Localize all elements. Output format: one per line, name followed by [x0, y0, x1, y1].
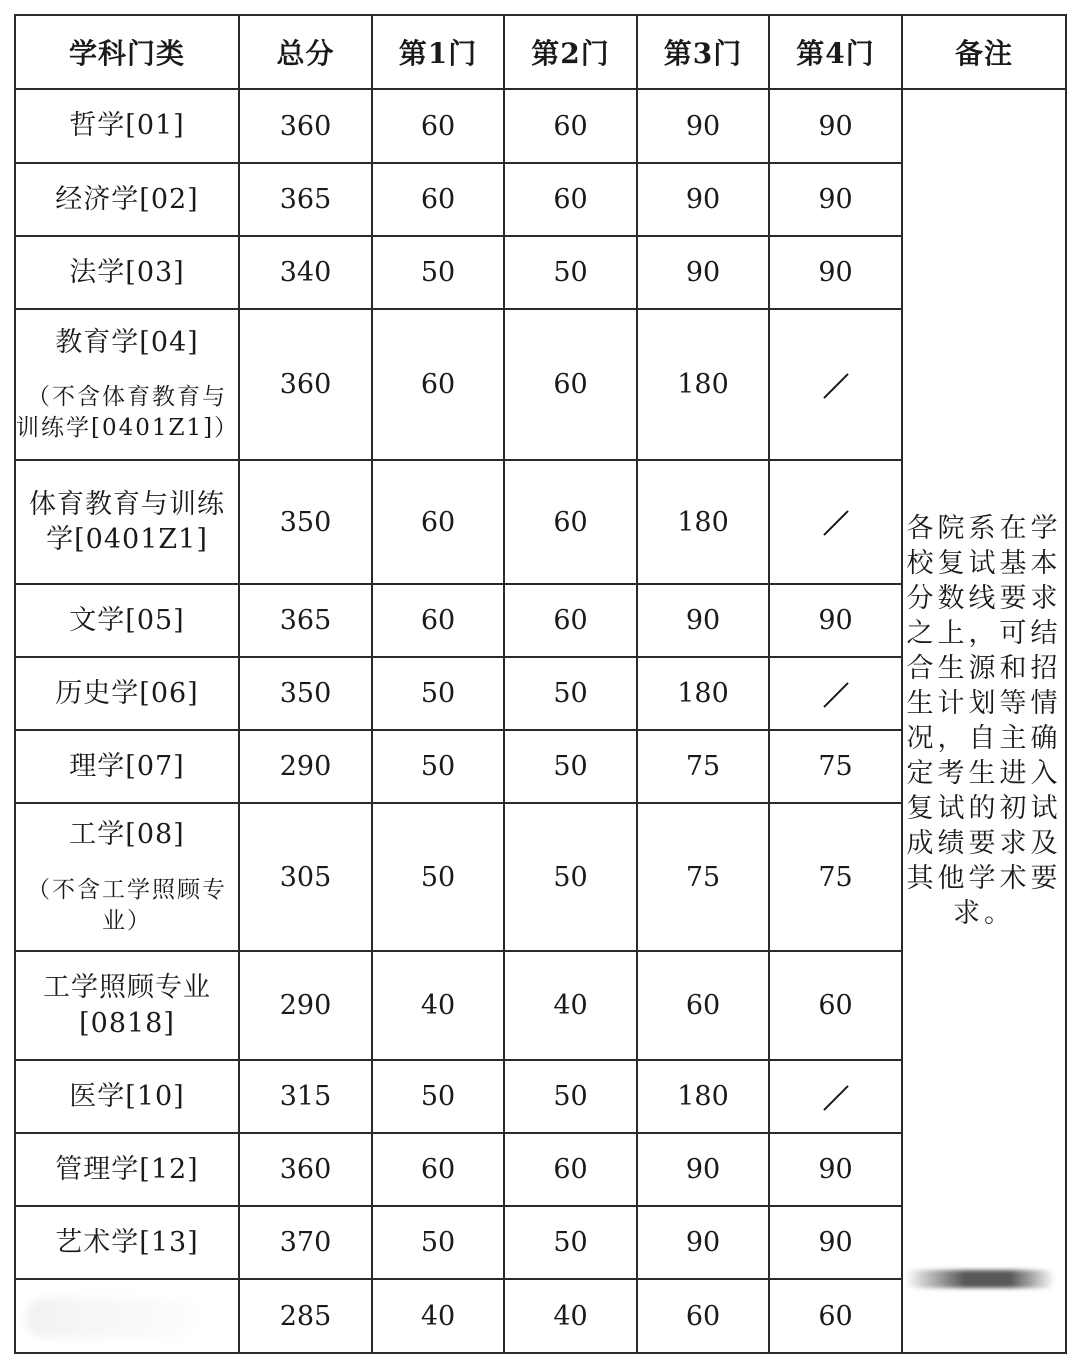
course-2-cell: 60	[504, 1133, 637, 1206]
course-4-cell: 90	[769, 89, 902, 163]
subject-note: （不含体育教育与训练学[0401Z1]）	[16, 384, 240, 442]
subject-label: 理学[07]	[69, 750, 185, 782]
header-course-1: 第1门	[372, 15, 504, 89]
course-3-cell: 60	[637, 951, 769, 1060]
course-2-cell: 50	[504, 730, 637, 803]
subject-note: （不含工学照顾专业）	[27, 876, 227, 934]
total-score-cell: 290	[239, 730, 372, 803]
subject-cell	[15, 309, 239, 460]
header-course-3: 第3门	[637, 15, 769, 89]
header-remark: 备注	[902, 15, 1066, 89]
subject-cell	[15, 163, 239, 236]
subject-cell	[15, 584, 239, 657]
course-1-cell: 50	[372, 730, 504, 803]
subject-label: 法学[03]	[69, 256, 185, 288]
subject-cell	[15, 1133, 239, 1206]
total-score-cell: 360	[239, 1133, 372, 1206]
course-3-cell: 180	[637, 460, 769, 584]
course-4-cell: 75	[769, 730, 902, 803]
subject-label: 管理学[12]	[55, 1153, 199, 1185]
subject-label: 艺术学[13]	[55, 1226, 199, 1258]
total-score-cell: 370	[239, 1206, 372, 1279]
total-score-cell: 365	[239, 163, 372, 236]
course-2-cell: 50	[504, 1060, 637, 1133]
subject-label: 体育教育与训练学[0401Z1]	[29, 488, 225, 555]
subject-cell	[15, 236, 239, 309]
course-3-cell: 180	[637, 309, 769, 460]
course-1-cell: 50	[372, 657, 504, 730]
course-1-cell: 50	[372, 803, 504, 951]
course-3-cell: 75	[637, 803, 769, 951]
course-2-cell: 50	[504, 803, 637, 951]
course-4-cell: 90	[769, 1133, 902, 1206]
course-2-cell: 50	[504, 236, 637, 309]
subject-label: 医学[10]	[69, 1080, 185, 1112]
subject-label: 经济学[02]	[55, 183, 199, 215]
course-2-cell: 60	[504, 309, 637, 460]
course-4-cell: 90	[769, 584, 902, 657]
course-4-cell	[769, 1060, 902, 1133]
subject-cell	[15, 89, 239, 163]
subject-cell	[15, 460, 239, 584]
course-3-cell: 60	[637, 1279, 769, 1353]
course-1-cell: 60	[372, 309, 504, 460]
scan-smudge	[905, 1270, 1055, 1288]
course-1-cell: 60	[372, 460, 504, 584]
not-applicable-mark	[823, 373, 848, 398]
course-4-cell: 90	[769, 236, 902, 309]
not-applicable-mark	[823, 1085, 848, 1110]
course-3-cell: 90	[637, 1206, 769, 1279]
remark-cell: 各院系在学校复试基本分数线要求之上，可结合生源和招生计划等情况，自主确定考生进入复试的初试成绩要求及其他学术要求。	[902, 89, 1066, 1353]
not-applicable-mark	[823, 682, 848, 707]
course-2-cell: 60	[504, 89, 637, 163]
course-2-cell: 40	[504, 951, 637, 1060]
course-4-cell: 90	[769, 163, 902, 236]
course-1-cell: 40	[372, 1279, 504, 1353]
subject-label: 工学照顾专业[0818]	[43, 972, 211, 1039]
subject-label: 工学[08]	[69, 819, 185, 851]
course-3-cell: 90	[637, 584, 769, 657]
course-4-cell: 75	[769, 803, 902, 951]
subject-label: 哲学[01]	[69, 110, 185, 142]
course-4-cell	[769, 460, 902, 584]
course-1-cell: 60	[372, 584, 504, 657]
course-1-cell: 60	[372, 1133, 504, 1206]
course-1-cell: 60	[372, 89, 504, 163]
subject-cell	[15, 951, 239, 1060]
subject-label: 历史学[06]	[55, 677, 199, 709]
header-row	[15, 15, 1066, 89]
total-score-cell: 290	[239, 951, 372, 1060]
course-1-cell: 60	[372, 163, 504, 236]
subject-cell	[15, 1060, 239, 1133]
subject-cell	[15, 730, 239, 803]
subject-cell	[15, 1206, 239, 1279]
course-3-cell: 90	[637, 163, 769, 236]
course-4-cell: 60	[769, 951, 902, 1060]
score-table	[14, 14, 1067, 1354]
course-4-cell: 90	[769, 1206, 902, 1279]
course-3-cell: 180	[637, 1060, 769, 1133]
course-2-cell: 50	[504, 657, 637, 730]
total-score-cell: 360	[239, 89, 372, 163]
total-score-cell: 365	[239, 584, 372, 657]
subject-label: 教育学[04]	[55, 326, 199, 358]
header-course-4: 第4门	[769, 15, 902, 89]
course-3-cell: 90	[637, 236, 769, 309]
total-score-cell: 350	[239, 460, 372, 584]
total-score-cell: 350	[239, 657, 372, 730]
course-1-cell: 50	[372, 1060, 504, 1133]
total-score-cell: 360	[239, 309, 372, 460]
course-2-cell: 60	[504, 163, 637, 236]
total-score-cell: 315	[239, 1060, 372, 1133]
subject-cell	[15, 803, 239, 951]
course-2-cell: 60	[504, 460, 637, 584]
course-3-cell: 90	[637, 1133, 769, 1206]
total-score-cell: 285	[239, 1279, 372, 1353]
header-total: 总分	[239, 15, 372, 89]
not-applicable-mark	[823, 510, 848, 535]
course-3-cell: 90	[637, 89, 769, 163]
subject-cell	[15, 1279, 239, 1353]
course-1-cell: 50	[372, 1206, 504, 1279]
subject-cell	[15, 657, 239, 730]
course-4-cell	[769, 309, 902, 460]
table-row	[15, 89, 1066, 163]
course-2-cell: 40	[504, 1279, 637, 1353]
course-4-cell	[769, 657, 902, 730]
header-subject: 学科门类	[15, 15, 239, 89]
redacted-label	[26, 1298, 196, 1338]
total-score-cell: 305	[239, 803, 372, 951]
course-4-cell: 60	[769, 1279, 902, 1353]
course-1-cell: 50	[372, 236, 504, 309]
header-course-2: 第2门	[504, 15, 637, 89]
course-3-cell: 75	[637, 730, 769, 803]
course-2-cell: 60	[504, 584, 637, 657]
course-2-cell: 50	[504, 1206, 637, 1279]
subject-label: 文学[05]	[69, 604, 185, 636]
course-1-cell: 40	[372, 951, 504, 1060]
total-score-cell: 340	[239, 236, 372, 309]
course-3-cell: 180	[637, 657, 769, 730]
